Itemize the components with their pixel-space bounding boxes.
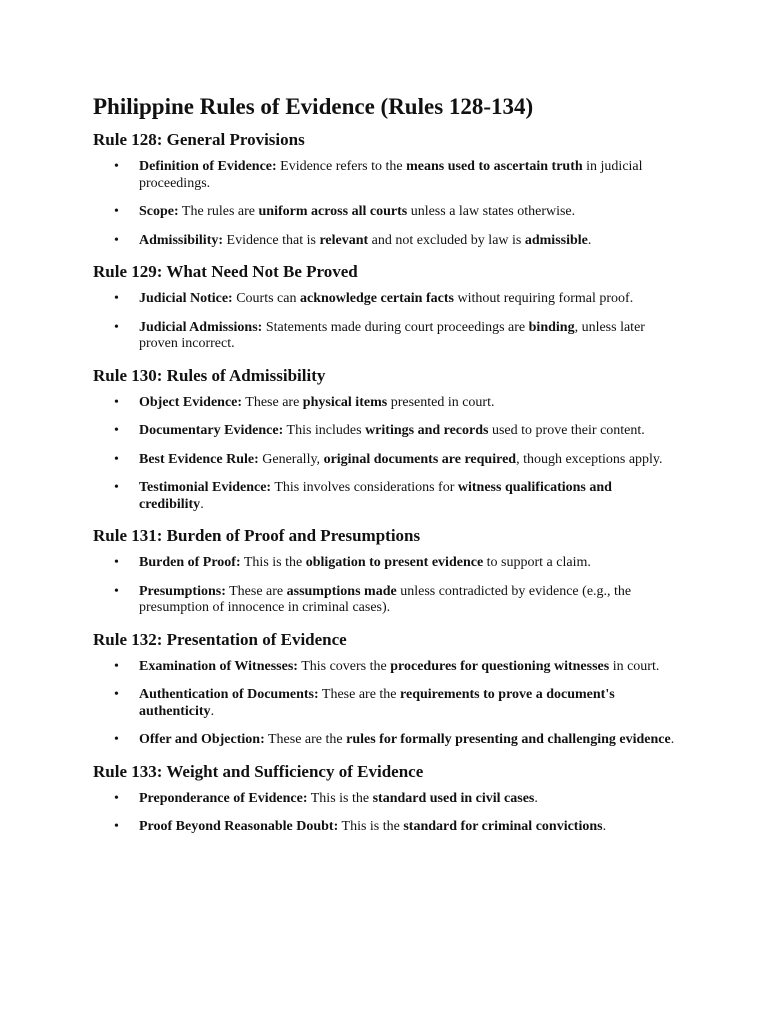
bullet-list xyxy=(93,159,675,249)
list-item-text: unless contradicted by evidence (e.g., the presumption of innocence in criminal cases). xyxy=(139,583,632,615)
list-item-text: . xyxy=(534,790,538,806)
section-heading: Rule 131: Burden of Proof and Presumptions xyxy=(93,526,421,545)
list-item-text: presented in court. xyxy=(387,394,495,410)
list-item-term: Preponderance of Evidence: xyxy=(139,790,308,806)
section-heading: Rule 130: Rules of Admissibility xyxy=(93,365,326,385)
list-item-term: Judicial Notice: xyxy=(139,291,233,306)
list-item xyxy=(93,687,675,720)
list-item-text: . xyxy=(200,496,204,512)
list-item-text: Evidence refers to the xyxy=(276,159,407,174)
document-title: Philippine Rules of Evidence (Rules 128-134) xyxy=(93,94,534,119)
list-item-term: Documentary Evidence: xyxy=(139,423,284,438)
list-item xyxy=(93,423,675,440)
bullet-list xyxy=(93,291,675,353)
list-item-text: These are the xyxy=(318,687,401,702)
list-item-emphasis: acknowledge certain facts xyxy=(299,291,454,306)
list-item-text: This covers the xyxy=(297,658,391,674)
bullet-list xyxy=(93,395,675,514)
list-item-emphasis: writings and records xyxy=(365,423,489,438)
list-item xyxy=(93,480,675,513)
list-item-emphasis: requirements to prove a document's authenticity xyxy=(139,687,615,719)
list-item-term: Scope: xyxy=(139,204,179,219)
list-item-text: unless a law states otherwise. xyxy=(407,204,576,219)
list-item-text: This is the xyxy=(307,790,373,806)
list-item xyxy=(93,819,675,836)
list-item-text: Evidence that is xyxy=(223,232,320,248)
list-item-text: These are xyxy=(225,583,287,599)
list-item-term: Object Evidence: xyxy=(139,394,243,410)
list-item-term: Presumptions: xyxy=(139,583,226,599)
list-item-text: and not excluded by law is xyxy=(368,232,525,248)
list-item-text: This involves considerations for xyxy=(271,480,458,495)
sections-container xyxy=(93,129,675,836)
list-item xyxy=(93,233,675,250)
list-item-text: Courts can xyxy=(232,291,300,306)
bullet-list xyxy=(93,555,675,617)
section-heading: Rule 128: General Provisions xyxy=(93,130,305,149)
list-item-text: These are the xyxy=(264,732,347,747)
list-item-emphasis: uniform across all courts xyxy=(258,204,408,219)
list-item-text: These are xyxy=(242,394,303,410)
list-item-text: . xyxy=(670,732,675,747)
list-item-emphasis: obligation to present evidence xyxy=(305,555,484,570)
list-item-emphasis: binding xyxy=(528,319,575,335)
list-item-text: This is the xyxy=(240,555,306,570)
list-item xyxy=(93,732,675,749)
list-item-emphasis: assumptions made xyxy=(286,583,397,599)
list-item-term: Examination of Witnesses: xyxy=(139,658,298,674)
list-item-emphasis: relevant xyxy=(319,232,369,248)
list-item-emphasis: original documents are required xyxy=(323,451,517,467)
list-item xyxy=(93,204,675,221)
bullet-list xyxy=(93,791,675,836)
list-item-text: in judicial proceedings. xyxy=(139,159,643,191)
list-item-text: to support a claim. xyxy=(483,555,591,570)
list-item xyxy=(93,395,675,412)
list-item-term: Best Evidence Rule: xyxy=(139,451,259,467)
list-item-text: Generally, xyxy=(258,451,324,467)
list-item-emphasis: standard for criminal convictions xyxy=(403,819,603,834)
list-item-text: , though exceptions apply. xyxy=(516,451,663,467)
list-item-emphasis: physical items xyxy=(302,394,388,410)
list-item-emphasis: means used to ascertain truth xyxy=(406,159,583,174)
list-item xyxy=(93,291,675,308)
list-item-text: in court. xyxy=(609,658,660,674)
bullet-list xyxy=(93,659,675,749)
list-item-text: Statements made during court proceedings are xyxy=(262,319,529,335)
list-item-term: Admissibility: xyxy=(139,232,224,248)
list-item-term: Testimonial Evidence: xyxy=(139,480,272,495)
list-item-emphasis: admissible xyxy=(524,232,588,248)
list-item-text: . xyxy=(587,232,592,248)
list-item-term: Definition of Evidence: xyxy=(139,159,277,174)
list-item-emphasis: procedures for questioning witnesses xyxy=(390,658,610,674)
list-item-text: . xyxy=(210,703,215,719)
list-item-term: Judicial Admissions: xyxy=(139,319,263,335)
list-item-term: Proof Beyond Reasonable Doubt: xyxy=(139,819,339,834)
list-item-emphasis: standard used in civil cases xyxy=(372,790,535,806)
list-item-text: without requiring formal proof. xyxy=(453,291,634,306)
section-heading: Rule 133: Weight and Sufficiency of Evidence xyxy=(93,761,424,781)
list-item-text: This includes xyxy=(283,423,366,438)
list-item-term: Burden of Proof: xyxy=(139,555,241,570)
list-item xyxy=(93,555,675,572)
section-heading: Rule 132: Presentation of Evidence xyxy=(93,629,347,649)
list-item xyxy=(93,320,675,353)
list-item-term: Authentication of Documents: xyxy=(139,687,319,702)
section-heading: Rule 129: What Need Not Be Proved xyxy=(93,262,358,281)
list-item-emphasis: witness qualifications and credibility xyxy=(139,480,612,512)
list-item-text: . xyxy=(602,819,607,834)
list-item xyxy=(93,452,675,469)
list-item xyxy=(93,791,675,808)
list-item xyxy=(93,659,675,676)
list-item xyxy=(93,584,675,617)
list-item xyxy=(93,159,675,192)
list-item-term: Offer and Objection: xyxy=(139,732,265,747)
list-item-text: This is the xyxy=(338,819,404,834)
list-item-text: , unless later proven incorrect. xyxy=(139,319,645,351)
list-item-emphasis: rules for formally presenting and challenging evidence xyxy=(346,732,671,747)
list-item-text: used to prove their content. xyxy=(488,423,645,438)
list-item-text: The rules are xyxy=(178,204,259,219)
